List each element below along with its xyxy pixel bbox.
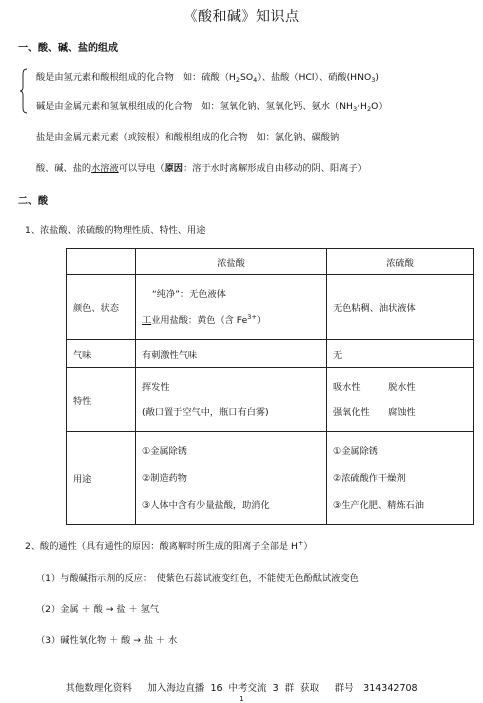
table-header-empty — [67, 249, 136, 275]
salt-definition: 盐是由金属元素元素（或铵根）和酸根组成的化合物 如：氯化钠、碳酸钠 — [36, 132, 340, 143]
brace-icon — [20, 68, 28, 114]
cell-h2so4-trait: 吸水性 脱水性 强氧化性 腐蚀性 — [327, 368, 474, 432]
item-acid-general-properties: 2、酸的通性（具有通性的原因：酸离解时所生成的阳离子全部是 H+） — [25, 539, 313, 552]
base-definition: 碱是由金属元素和氢氧根组成的化合物 如：氢氧化钠、氢氧化钙、氨水$(NH_3\cdot H_2O)$ — [36, 101, 388, 113]
page-title: 《酸和碱》知识点 — [183, 9, 300, 25]
row-label-color: 颜色、状态 — [67, 275, 136, 340]
cell-hcl-use: ①金属除锈 ②制造药物 ③人体中含有少量盐酸，助消化 — [136, 432, 327, 525]
table-row — [67, 432, 474, 525]
acid-definition: 酸是由氢元素和酸根组成的化合物 如：硫酸$(H_2SO_4)$、盐酸（HCl）、硝酸$(HNO_3)$ — [36, 72, 379, 84]
row-label-use: 用途 — [67, 432, 136, 525]
item-physical-properties: 1、浓盐酸、浓硫酸的物理性质、特性、用途 — [25, 225, 206, 236]
row-label-smell: 气味 — [67, 340, 136, 368]
cell-h2so4-smell: 无 — [327, 340, 474, 368]
table-header-row — [67, 249, 474, 275]
table-row — [67, 275, 474, 340]
cell-h2so4-color: 无色粘稠、油状液体 — [327, 275, 474, 340]
property-metal: （2）金属 ＋ 酸 → 盐 ＋ 氢气 — [36, 604, 159, 615]
row-label-trait: 特性 — [67, 368, 136, 432]
table-header-hcl: 浓盐酸 — [136, 249, 327, 275]
table-row — [67, 368, 474, 432]
table-header-h2so4: 浓硫酸 — [327, 249, 474, 275]
section-heading-composition: 一、酸、碱、盐的组成 — [18, 43, 118, 54]
property-indicator: （1）与酸碱指示剂的反应： 使紫色石蕊试液变红色，不能使无色酚酞试液变色 — [36, 573, 359, 584]
conductivity-note: 酸、碱、盐的水溶液可以导电（原因：溶于水时离解形成自由移动的阴、阳离子） — [36, 163, 367, 174]
page-number: 1 — [239, 695, 244, 703]
section-heading-acid: 二、酸 — [18, 196, 48, 207]
footer-note: 其他数理化资料 加入海边直播 16 中考交流 3 群 获取 群号 314342708 — [65, 683, 418, 694]
cell-hcl-trait: 挥发性 (敞口置于空气中，瓶口有白雾) — [136, 368, 327, 432]
cell-hcl-smell: 有刺激性气味 — [136, 340, 327, 368]
cell-hcl-color: “纯净”：无色液体 工业用盐酸：黄色（含 $Fe^{3+}$） — [136, 275, 327, 340]
table-row — [67, 340, 474, 368]
acid-properties-table — [66, 248, 474, 525]
property-basic-oxide: （3）碱性氧化物 ＋ 酸 → 盐 ＋ 水 — [36, 635, 178, 646]
cell-h2so4-use: ①金属除锈 ②浓硫酸作干燥剂 ③生产化肥、精炼石油 — [327, 432, 474, 525]
